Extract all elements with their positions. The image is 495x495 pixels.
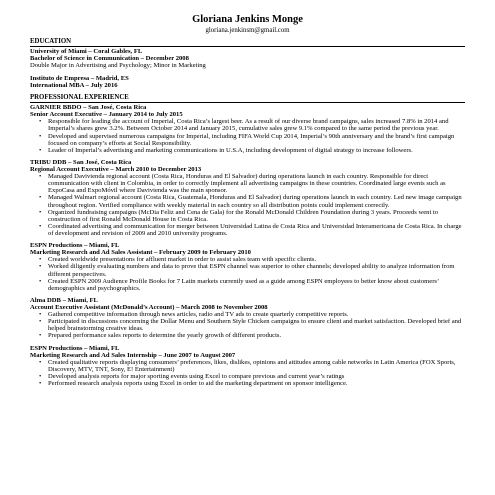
- candidate-name: Gloriana Jenkins Monge: [192, 14, 303, 25]
- job-bullet: • Organized fundraising campaigns (McDia Feliz and Cena de Gala) for the Ronald McDonald Children Foundation during 3 years. Proceeds went to construction of first Ronald McDonald House in Costa Rica.: [48, 209, 465, 223]
- job-company: Alma DDB – Miami, FL: [30, 296, 98, 304]
- job-bullet: • Prepared performance sales reports to determine the yearly growth of different products.: [48, 332, 465, 339]
- education-heading: EDUCATION: [30, 37, 72, 45]
- candidate-email[interactable]: gloriana.jenkinsm@gmail.com: [205, 26, 290, 34]
- job-bullet-list: [30, 118, 465, 154]
- job-bullet: • Created ESPN 2009 Audience Profile Books for 7 Latin markets currently used as a guide among ESPN employees to better know about customers’ demographics and psychographics.: [48, 278, 465, 292]
- education-school: University of Miami – Coral Gables, FL: [30, 48, 143, 56]
- job-role: Marketing Research and Ad Sales Assistant – February 2009 to February 2010: [30, 249, 251, 257]
- job-bullet: • Managed Walmart regional account (Costa Rica, Guatemala, Honduras and El Salvador) during operations launch in each country. Led new image campaign throughout region. Verified compliance with weekly material in each country so all distribution points could implement correctly.: [48, 194, 465, 208]
- job-bullet: • Developed and supervised numerous campaigns for Imperial, including FIFA World Cup 2014, Imperial’s 90th anniversary and the brand’s first campaign focused on company’s efforts at Social Responsibility.: [48, 133, 465, 147]
- section-divider: [30, 46, 465, 47]
- job-bullet: • Responsible for leading the account of Imperial, Costa Rica’s largest beer. As a result of our diverse brand campaigns, sales increased 7.8% in 2014 and Imperial’s shares grew 3.2%. Between October 2014 and January 2015, cumulative sales grew 9.1% compared to the same period the previous year.: [48, 118, 465, 132]
- job-company: ESPN Productions – Miami, FL: [30, 242, 120, 250]
- education-degree: International MBA – July 2016: [30, 81, 118, 89]
- job-entry: [30, 242, 465, 292]
- job-entry: [30, 159, 465, 237]
- job-bullet-list: [30, 173, 465, 237]
- job-role: Account Executive Assistant (McDonald’s Account) – March 2008 to November 2008: [30, 303, 268, 311]
- job-bullet: • Gathered competitive information through news articles, radio and TV ads to create quarterly competitive reports.: [48, 311, 465, 318]
- experience-heading: PROFESSIONAL EXPERIENCE: [30, 93, 129, 101]
- job-bullet-list: [30, 311, 465, 339]
- job-role: Senior Account Executive – January 2014 to July 2015: [30, 111, 183, 119]
- job-company: GARNIER BBDO – San José, Costa Rica: [30, 104, 147, 112]
- job-bullet: • Participated in discussions concerning the Dollar Menu and Southern Style Chicken campaigns to ensure client and market satisfaction. Developed brief and helped brainstorming creative ideas.: [48, 318, 465, 332]
- job-entry: [30, 297, 465, 340]
- section-divider: [30, 102, 465, 103]
- job-company: ESPN Productions – Miami, FL: [30, 344, 120, 352]
- education-section: [30, 48, 465, 89]
- job-bullet: • Coordinated advertising and communication for merger between Universidad Latina de Costa Rica and Universidad Interamericana de Costa Rica. In charge of development and revision of 2009 and 2010 university programs.: [48, 223, 465, 237]
- job-role: Marketing Research and Ad Sales Internship – June 2007 to August 2007: [30, 351, 236, 359]
- job-bullet: • Developed analysis reports for major sporting events using Excel to compare previous and current year’s ratings: [48, 373, 465, 380]
- job-entry: [30, 345, 465, 388]
- education-detail: Double Major in Advertising and Psychology; Minor in Marketing: [30, 62, 206, 70]
- job-bullet: • Created qualitative reports displaying consumers’ preferences, likes, dislikes, opinions and attitudes among cable networks in Latin America (FOX Sports, Discovery, MTV, TNT, Sony, E! Entertainment): [48, 359, 465, 373]
- job-bullet-list: [30, 359, 465, 387]
- job-company: TRIBU DDB – San José, Costa Rica: [30, 158, 132, 166]
- job-entry: [30, 104, 465, 154]
- education-entry: [30, 75, 465, 89]
- job-bullet: • Created worldwide presentations for affluent market in order to assist sales team with specific clients.: [48, 256, 465, 263]
- job-bullet: • Performed research analysis reports using Excel in order to aid the marketing department on sponsor intelligence.: [48, 380, 465, 387]
- job-bullet: • Leader of Imperial’s advertising and marketing communications in U.S.A, including development of digital strategy to increase followers.: [48, 147, 465, 154]
- job-role: Regional Account Executive – March 2010 to December 2013: [30, 166, 202, 173]
- job-bullet: • Managed Davivienda regional account (Costa Rica, Honduras and El Salvador) during operations launch in each country. Responsible for direct communication with client in Colombia, in order to correctly implement all advertising campaigns in these countries. Coordinated large events such as ExpoCasa and ExpoMóvil where Davivienda was the main sponsor.: [48, 173, 465, 194]
- job-bullet-list: [30, 256, 465, 292]
- experience-section: [30, 104, 465, 387]
- job-bullet: • Worked diligently evaluating numbers and data to prove that ESPN channel was superior to other channels; developed ability to analyze information from different perspectives.: [48, 263, 465, 277]
- education-entry: [30, 48, 465, 69]
- education-degree: Bachelor of Science in Communication – December 2008: [30, 55, 189, 63]
- education-school: Instituto de Empresa – Madrid, ES: [30, 74, 129, 82]
